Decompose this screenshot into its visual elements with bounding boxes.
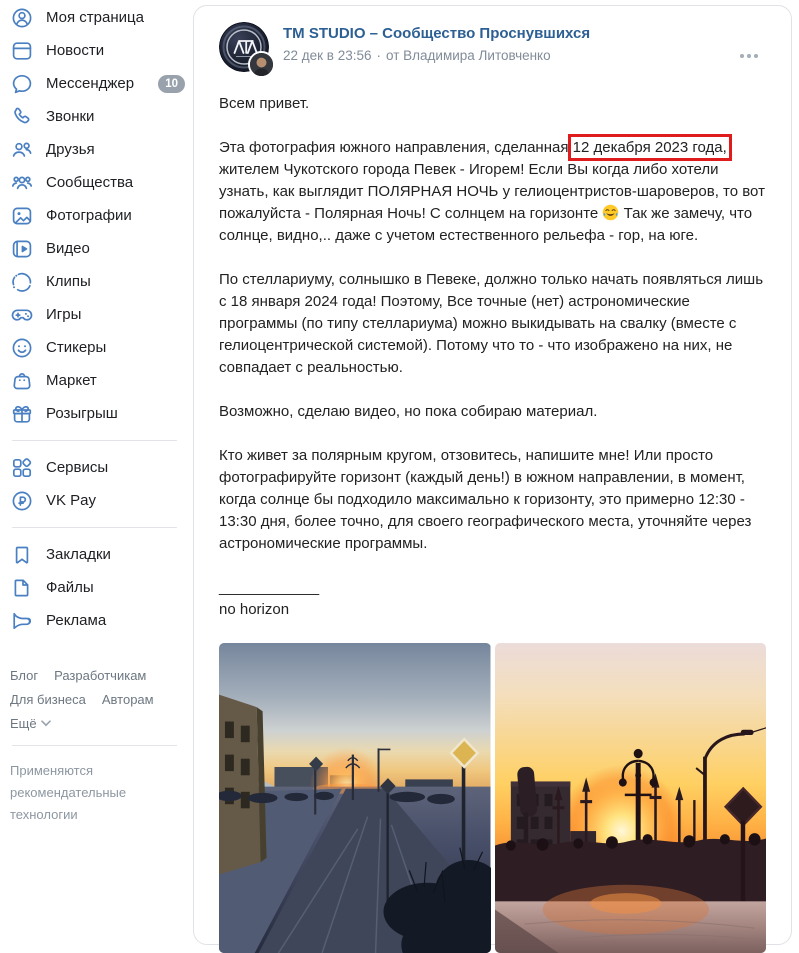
post-paragraph: Возможно, сделаю видео, но пока собираю материал. xyxy=(219,403,598,420)
messenger-icon xyxy=(10,72,34,96)
sidebar-item-label: Маркет xyxy=(46,372,97,389)
sidebar-divider xyxy=(12,527,177,528)
sidebar-item-vkpay[interactable] xyxy=(0,484,191,517)
footer-link-developers[interactable]: Разработчикам xyxy=(54,668,147,683)
phone-icon xyxy=(10,105,34,129)
meta-dot-separator: · xyxy=(376,48,382,63)
footer-link-more-label: Ещё xyxy=(10,716,37,731)
bookmarks-icon xyxy=(10,543,34,567)
photo-sunset-closeup[interactable] xyxy=(495,643,767,953)
red-annotation-box xyxy=(573,139,727,156)
footer-link-more[interactable] xyxy=(10,716,51,731)
files-icon xyxy=(10,576,34,600)
group-avatar[interactable] xyxy=(219,22,269,72)
post-header-info xyxy=(283,22,590,72)
laughing-emoji-icon xyxy=(602,204,619,221)
sidebar-item-label: Видео xyxy=(46,240,90,257)
sidebar-item-label: Закладки xyxy=(46,546,111,563)
sidebar-item-photos[interactable] xyxy=(0,199,191,232)
games-icon xyxy=(10,303,34,327)
sidebar-item-bookmarks[interactable] xyxy=(0,538,191,571)
clips-icon xyxy=(10,270,34,294)
ellipsis-icon xyxy=(754,54,758,58)
sidebar-item-label: Друзья xyxy=(46,141,95,158)
sidebar-item-friends[interactable] xyxy=(0,133,191,166)
sidebar-item-files[interactable] xyxy=(0,571,191,604)
sidebar-item-calls[interactable] xyxy=(0,100,191,133)
post-meta xyxy=(283,48,590,63)
post-photo-attachments xyxy=(219,643,766,953)
ads-megaphone-icon xyxy=(10,609,34,633)
post-text xyxy=(219,93,766,621)
footer-link-authors[interactable]: Авторам xyxy=(101,692,154,707)
ellipsis-icon xyxy=(740,54,744,58)
photo-caption: no horizon xyxy=(219,601,290,618)
user-circle-icon xyxy=(10,6,34,30)
sidebar-item-label: Моя страница xyxy=(46,9,144,26)
services-icon xyxy=(10,456,34,480)
unread-count-badge: 10 xyxy=(158,75,185,93)
sidebar-item-label: Стикеры xyxy=(46,339,107,356)
sidebar-item-services[interactable] xyxy=(0,451,191,484)
sidebar-item-market[interactable] xyxy=(0,364,191,397)
sidebar-item-label: Розыгрыш xyxy=(46,405,118,422)
communities-icon xyxy=(10,171,34,195)
sidebar xyxy=(0,0,191,830)
post-paragraph: Кто живет за полярным кругом, отзовитесь, напишите мне! Или просто фотографируйте горизонт (каждый день!) в южном направлении, в момент, когда солнце бы подходило максимально к горизонту, это примерно 12:30 - 13:30 дня, более точно, для своего географического места, уточняйте через астрономические программы. xyxy=(219,447,752,552)
sidebar-item-label: Новости xyxy=(46,42,105,59)
sidebar-item-games[interactable] xyxy=(0,298,191,331)
ellipsis-icon xyxy=(747,54,751,58)
vkpay-icon xyxy=(10,489,34,513)
sunset-street-photo-graphic xyxy=(219,643,491,953)
footer-link-business[interactable]: Для бизнеса xyxy=(10,692,86,707)
photos-icon xyxy=(10,204,34,228)
post-signature xyxy=(219,577,766,621)
stickers-icon xyxy=(10,336,34,360)
post-paragraph: По стеллариуму, солнышко в Певеке, должно только начать появляться лишь с 18 января 2024 года! Поэтому, Все точные (нет) астрономические программы (по типу стеллариума) можно выкидывать на свалку (вместе с гелиоцентрической системой). Потому что то - что изображено на них, не совпадает с реальностью. xyxy=(219,271,764,376)
post-menu-button[interactable] xyxy=(734,48,764,64)
newsfeed-icon xyxy=(10,39,34,63)
sidebar-item-stickers[interactable] xyxy=(0,331,191,364)
sidebar-item-giveaway[interactable] xyxy=(0,397,191,430)
sidebar-item-ads[interactable] xyxy=(0,604,191,637)
sidebar-item-news[interactable] xyxy=(0,34,191,67)
author-mini-avatar xyxy=(248,51,275,78)
post-text-fragment: Так же замечу, что солнце, видно,.. даже с учетом естественного рельефа - гор, на юге. xyxy=(219,205,753,244)
post-text-fragment: жителем Чукотского города Певек - Игорем! Если Вы когда либо хотели узнать, как выглядит ПОЛЯРНАЯ НОЧЬ у гелиоцентристов-шароверов, то вот пожалуйста - Полярная Ночь! С солнцем на горизонте xyxy=(219,161,765,222)
underscore-divider-line: ____________ xyxy=(219,579,320,596)
sunset-closeup-photo-graphic xyxy=(495,643,767,953)
post-author-link[interactable]: от Владимира Литовченко xyxy=(386,48,551,63)
highlighted-date: 12 декабря 2023 года, xyxy=(572,139,727,156)
sidebar-item-clips[interactable] xyxy=(0,265,191,298)
sidebar-item-messenger[interactable] xyxy=(0,67,191,100)
sidebar-item-video[interactable] xyxy=(0,232,191,265)
sidebar-divider xyxy=(12,745,177,746)
gift-icon xyxy=(10,402,34,426)
post-paragraph xyxy=(219,137,766,247)
post-paragraph: Всем привет. xyxy=(219,95,310,112)
post-text-fragment: Эта фотография южного направления, сделанная xyxy=(219,139,573,156)
sidebar-item-label: Клипы xyxy=(46,273,91,290)
sidebar-item-label: Игры xyxy=(46,306,82,323)
group-name-link[interactable]: TM STUDIO – Сообщество Проснувшихся xyxy=(283,25,591,42)
sidebar-item-label: Файлы xyxy=(46,579,94,596)
sidebar-item-my-page[interactable] xyxy=(0,1,191,34)
post-date-link[interactable]: 22 дек в 23:56 xyxy=(283,48,372,63)
sidebar-item-label: Сервисы xyxy=(46,459,109,476)
sidebar-item-label: Сообщества xyxy=(46,174,134,191)
sidebar-item-label: Звонки xyxy=(46,108,95,125)
recommendation-note: Применяются рекомендательные технологии xyxy=(10,763,127,822)
sidebar-item-label: VK Pay xyxy=(46,492,97,509)
footer-link-blog[interactable]: Блог xyxy=(10,668,39,683)
sidebar-divider xyxy=(12,440,177,441)
sidebar-item-label: Мессенджер xyxy=(46,75,135,92)
market-icon xyxy=(10,369,34,393)
photo-sunset-street[interactable] xyxy=(219,643,491,953)
sidebar-footer-links xyxy=(0,668,191,731)
post-header xyxy=(219,22,766,72)
sidebar-item-label: Реклама xyxy=(46,612,107,629)
chevron-down-icon xyxy=(41,720,51,727)
sidebar-item-communities[interactable] xyxy=(0,166,191,199)
video-icon xyxy=(10,237,34,261)
sidebar-item-label: Фотографии xyxy=(46,207,132,224)
friends-icon xyxy=(10,138,34,162)
post-card xyxy=(193,5,792,945)
